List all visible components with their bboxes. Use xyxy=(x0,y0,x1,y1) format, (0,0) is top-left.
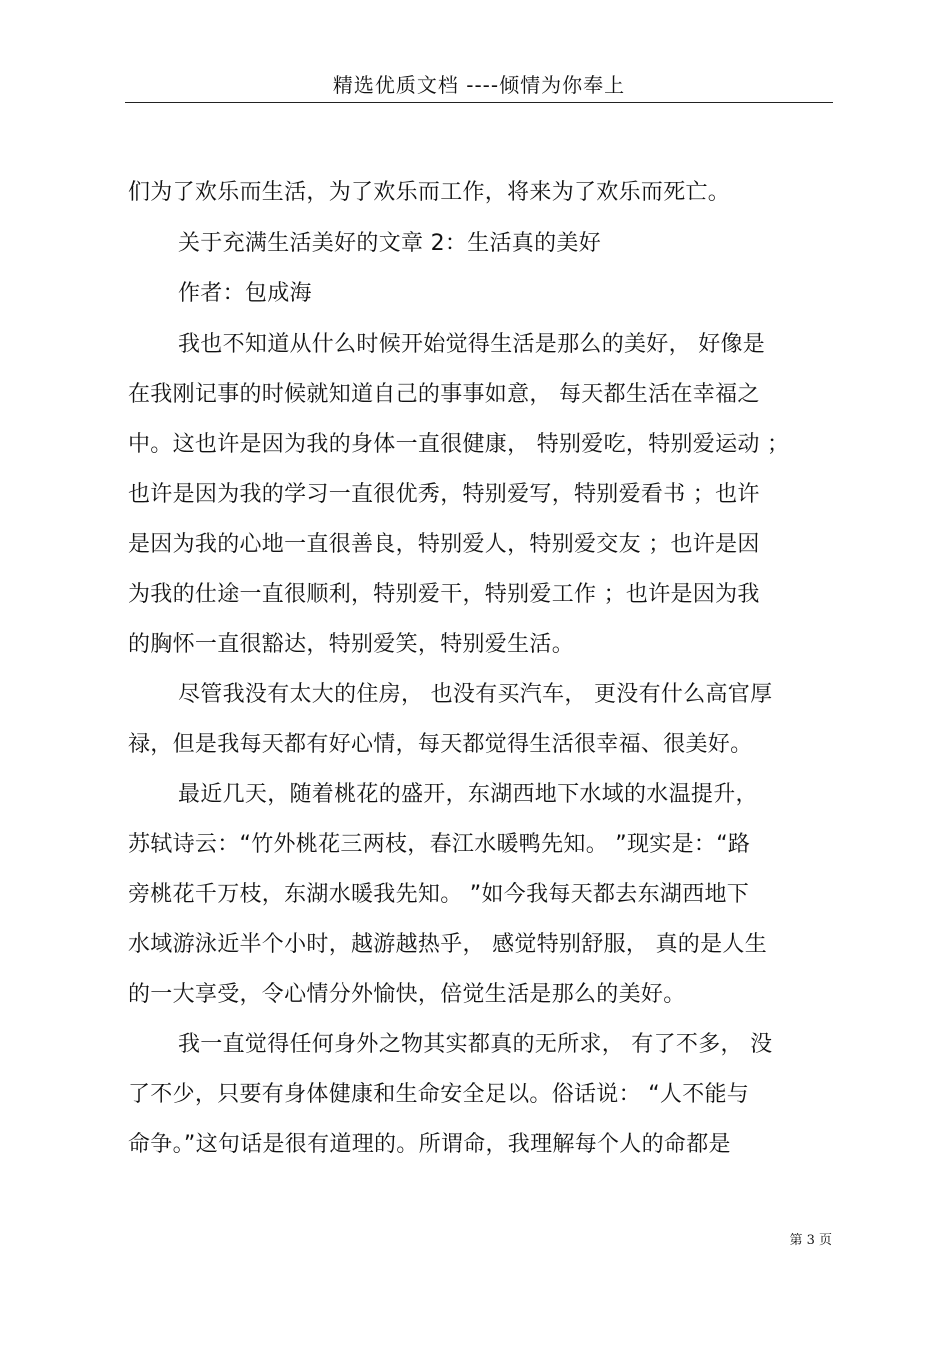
body-line: 苏轼诗云：“竹外桃花三两枝，春江水暖鸭先知。 ”现实是：“路 xyxy=(128,832,751,857)
body-line: 的胸怀一直很豁达，特别爱笑，特别爱生活。 xyxy=(128,632,575,657)
body-line: 命争。”这句话是很有道理的。所谓命，我理解每个人的命都是 xyxy=(128,1132,731,1157)
body-line: 禄，但是我每天都有好心情，每天都觉得生活很幸福、很美好。 xyxy=(128,732,753,757)
body-line: 们为了欢乐而生活，为了欢乐而工作，将来为了欢乐而死亡。 xyxy=(128,180,731,205)
body-line: 旁桃花千万枝，东湖水暖我先知。 ”如今我每天都去东湖西地下 xyxy=(128,882,750,907)
body-line: 我也不知道从什么时候开始觉得生活是那么的美好， 好像是 xyxy=(178,332,766,357)
body-line: 也许是因为我的学习一直很优秀，特别爱写，特别爱看书 ；也许 xyxy=(128,482,760,507)
body-line: 是因为我的心地一直很善良，特别爱人，特别爱交友 ；也许是因 xyxy=(128,532,760,557)
body-line: 在我刚记事的时候就知道自己的事事如意， 每天都生活在幸福之 xyxy=(128,382,760,407)
article-heading: 关于充满生活美好的文章 2：生活真的美好 xyxy=(178,231,601,256)
body-line: 最近几天，随着桃花的盛开，东湖西地下水域的水温提升， xyxy=(178,782,758,807)
body-line: 尽管我没有太大的住房， 也没有买汽车， 更没有什么高官厚 xyxy=(178,682,773,707)
body-line: 水域游泳近半个小时，越游越热乎， 感觉特别舒服， 真的是人生 xyxy=(128,932,767,957)
body-line: 为我的仕途一直很顺利，特别爱干，特别爱工作 ；也许是因为我 xyxy=(128,582,760,607)
body-line: 我一直觉得任何身外之物其实都真的无所求， 有了不多， 没 xyxy=(178,1032,773,1057)
page-number: 第 3 页 xyxy=(789,1233,832,1248)
body-line: 了不少，只要有身体健康和生命安全足以。俗话说： “人不能与 xyxy=(128,1082,750,1107)
body-line: 的一大享受，令心情分外愉快，倍觉生活是那么的美好。 xyxy=(128,982,686,1007)
header-title: 精选优质文档 ----倾情为你奉上 xyxy=(332,73,626,97)
header-divider xyxy=(125,102,833,103)
body-line: 中。这也许是因为我的身体一直很健康， 特别爱吃，特别爱运动 ； xyxy=(128,432,790,457)
author-line: 作者：包成海 xyxy=(178,281,312,306)
